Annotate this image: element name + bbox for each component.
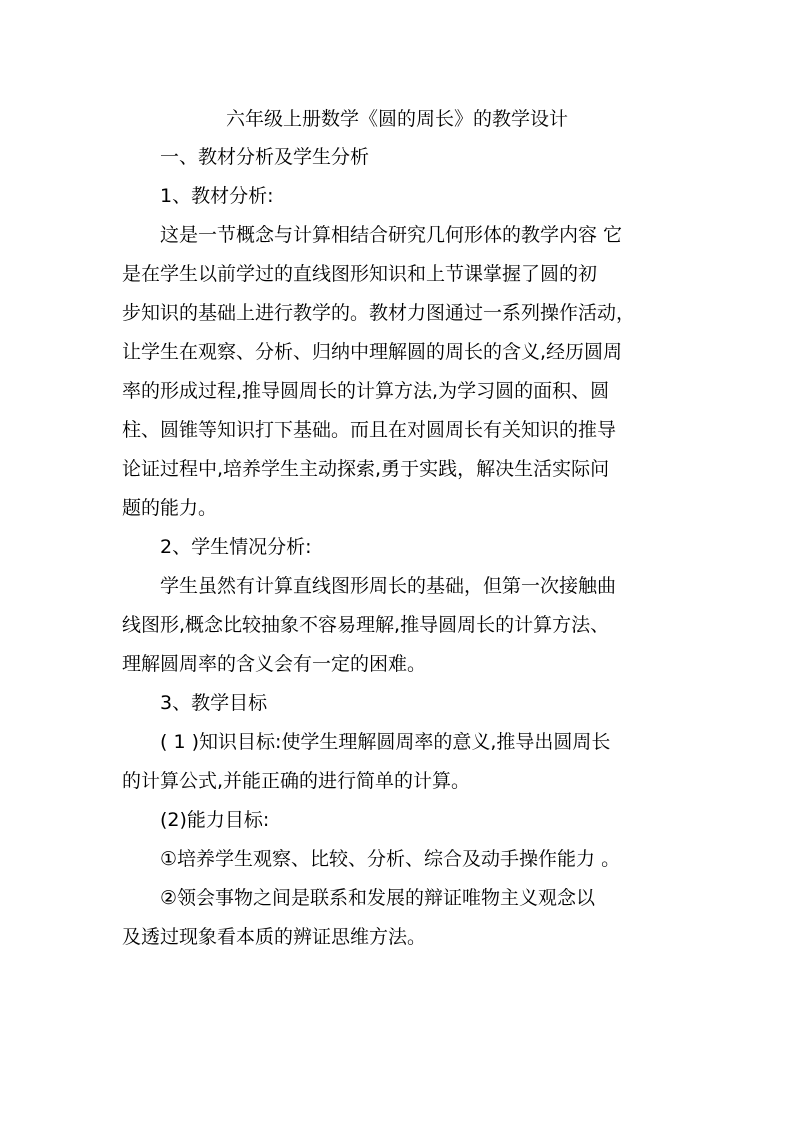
text-line: ②领会事物之间是联系和发展的辩证唯物主义观念以	[160, 887, 596, 909]
section-heading-1	[122, 138, 674, 177]
text-line: 2、学生情况分析:	[160, 536, 312, 558]
text-line: 让学生在观察、分析、归纳中理解圆的周长的含义,经历圆周	[122, 341, 623, 363]
text-line: 论证过程中,培养学生主动探索,勇于实践，解决生活实际问	[122, 458, 610, 480]
paragraph-knowledge-goal	[122, 723, 674, 801]
text-line: 步知识的基础上进行教学的。教材力图通过一系列操作活动，	[122, 302, 636, 324]
document-title: 六年级上册数学《圆的周长》的教学设计	[225, 108, 568, 130]
text-line: 及透过现象看本质的辨证思维方法。	[122, 926, 427, 948]
text-line: 1、教材分析:	[160, 185, 274, 207]
text-line: 理解圆周率的含义会有一定的困难。	[122, 653, 427, 675]
text-line: ①培养学生观察、比较、分析、综合及动手操作能力 。	[160, 848, 621, 870]
paragraph-textbook-analysis	[122, 216, 674, 528]
text-line: 是在学生以前学过的直线图形知识和上节课掌握了圆的初	[122, 263, 598, 285]
text-line: ( 1 )知识目标:使学生理解圆周率的意义,推导出圆周长	[160, 731, 611, 753]
paragraph-ability-2	[122, 879, 674, 957]
text-line: 线图形,概念比较抽象不容易理解,推导圆周长的计算方法、	[122, 614, 610, 636]
text-line: 的计算公式,并能正确的进行简单的计算。	[122, 770, 471, 792]
text-line: 这是一节概念与计算相结合研究几何形体的教学内容 它	[160, 224, 623, 246]
text-line: 学生虽然有计算直线图形周长的基础，但第一次接触曲	[160, 575, 617, 597]
subheading-ability-goal	[122, 801, 674, 840]
text-line: 题的能力。	[122, 497, 218, 519]
text-line: 一、教材分析及学生分析	[160, 146, 370, 168]
subheading-1	[122, 177, 674, 216]
subheading-2	[122, 528, 674, 567]
paragraph-ability-1	[122, 840, 674, 879]
subheading-3	[122, 684, 674, 723]
text-line: 柱、圆锥等知识打下基础。而且在对圆周长有关知识的推导	[122, 419, 617, 441]
text-line: (2)能力目标:	[160, 809, 270, 831]
document-body	[122, 138, 674, 957]
text-line: 3、教学目标	[160, 692, 268, 714]
paragraph-student-analysis	[122, 567, 674, 684]
text-line: 率的形成过程,推导圆周长的计算方法,为学习圆的面积、圆	[122, 380, 610, 402]
